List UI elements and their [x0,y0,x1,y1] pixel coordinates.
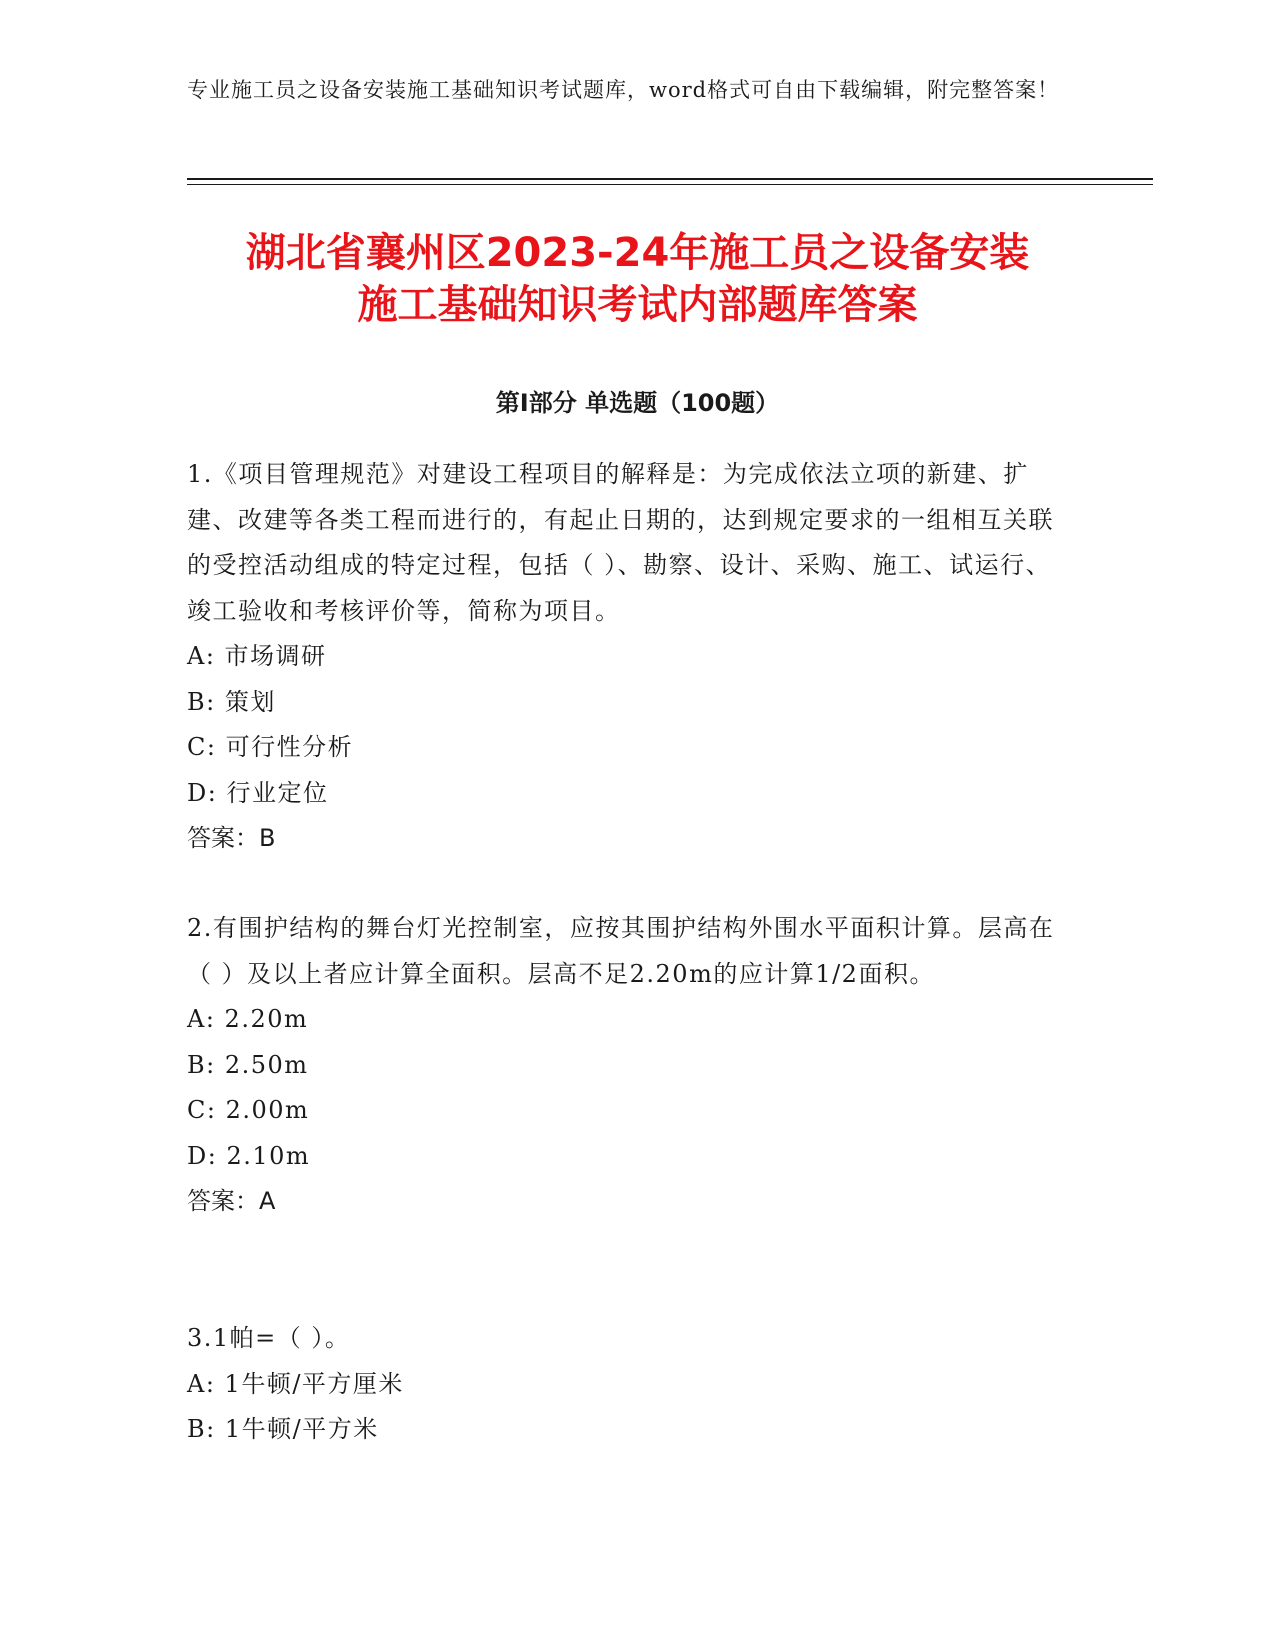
section-heading: 第Ⅰ部分 单选题（100题） [495,389,780,417]
question-2 [187,906,1067,1225]
answer: 答案：A [187,1187,276,1215]
document-title-line-1: 湖北省襄州区2023-24年施工员之设备安装 [245,230,1030,276]
option-d: D: 2.10m [187,1141,311,1170]
header-divider-thick [187,178,1153,180]
option-b: B: 1牛顿/平方米 [187,1415,379,1443]
option-a: A: 1牛顿/平方厘米 [187,1369,404,1398]
question-3 [187,1316,1067,1453]
document-title-line-2: 施工基础知识考试内部题库答案 [357,282,918,328]
option-c: C: 可行性分析 [187,733,354,761]
option-a: A: 2.20m [187,1005,309,1033]
option-b: B: 策划 [187,687,276,716]
option-b: B: 2.50m [187,1050,309,1079]
header-divider-thin [187,184,1153,185]
question-stem: 3.1帕=（ ）。 [187,1324,351,1352]
option-a: A: 市场调研 [187,642,327,670]
question-1 [187,452,1067,862]
option-c: C: 2.00m [187,1096,310,1124]
option-d: D: 行业定位 [187,778,329,807]
question-stem: 1.《项目管理规范》对建设工程项目的解释是：为完成依法立项的新建、扩建、改建等各类工程而进行的，有起止日期的，达到规定要求的一组相互关联的受控活动组成的特定过程，包括（ ）、勘察、设计、采购、施工、试运行、竣工验收和考核评价等，简称为项目。 [187,460,1054,625]
header-note: 专业施工员之设备安装施工基础知识考试题库，word格式可自由下载编辑，附完整答案！ [187,78,1060,102]
document-title [150,227,1125,331]
question-stem: 2.有围护结构的舞台灯光控制室，应按其围护结构外围水平面积计算。层高在（ ）及以上者应计算全面积。层高不足2.20m的应计算1/2面积。 [187,914,1055,988]
answer: 答案：B [187,824,276,852]
